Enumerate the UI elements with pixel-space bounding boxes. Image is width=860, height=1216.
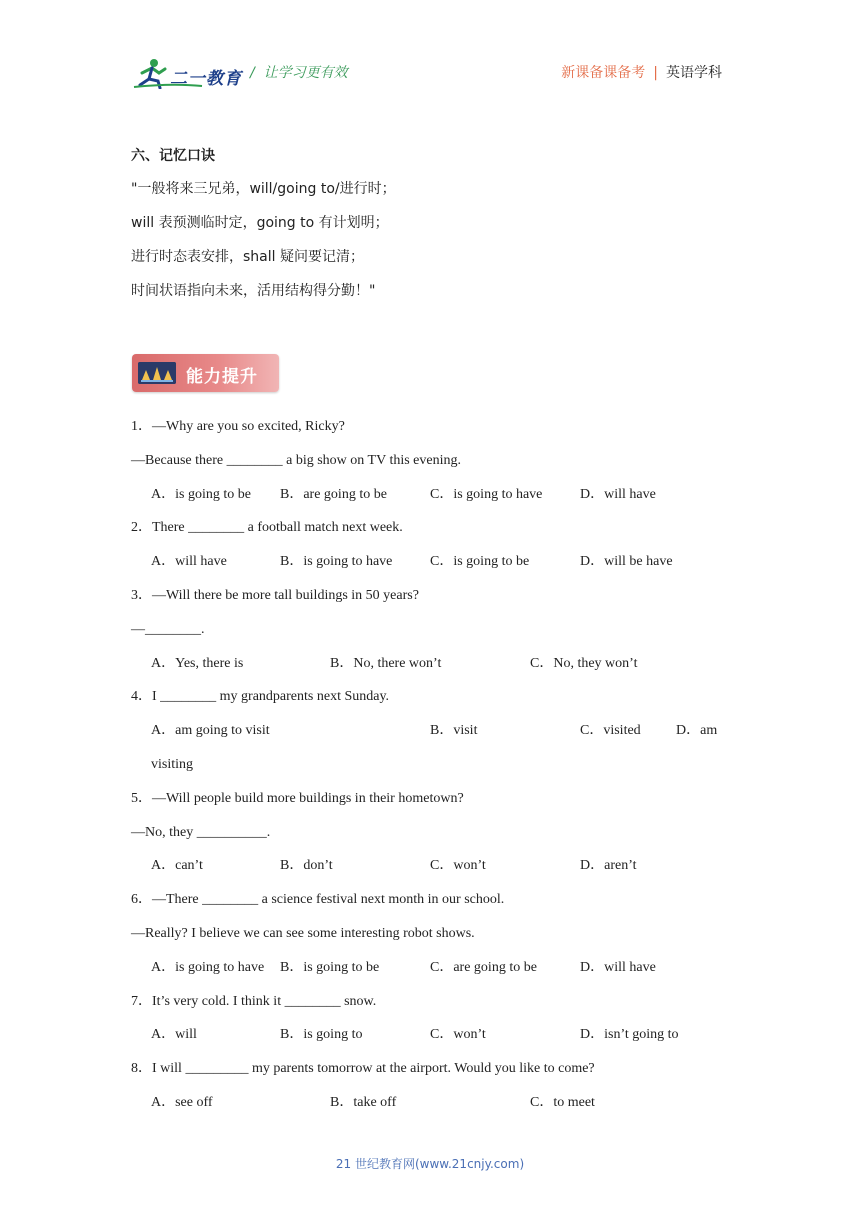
logo-text: 二一教育 <box>170 69 242 88</box>
question-stem: —No, they __________. <box>131 825 271 840</box>
option-a[interactable]: A．will <box>151 1027 197 1042</box>
section-title: 六、记忆口诀 <box>131 148 215 164</box>
slogan: / 让学习更有效 <box>250 65 348 81</box>
question-stem: 2．There ________ a football match next week. <box>131 520 403 535</box>
mnemonic-line: 进行时态表安排，shall 疑问要记清； <box>131 249 364 265</box>
question-stem: 8．I will _________ my parents tomorrow at the airport. Would you like to come? <box>131 1061 595 1076</box>
option-a[interactable]: A．am going to visit <box>151 723 270 738</box>
question-stem: 5．—Will people build more buildings in their hometown? <box>131 791 464 806</box>
option-b[interactable]: B．visit <box>430 723 478 738</box>
option-a[interactable]: A．is going to have <box>151 960 265 975</box>
option-a[interactable]: A．will have <box>151 554 227 569</box>
option-d[interactable]: D．aren’t <box>580 858 637 873</box>
question-stem: —Really? I believe we can see some interesting robot shows. <box>131 926 475 941</box>
header-separator: | <box>653 65 658 81</box>
option-d[interactable]: D．will have <box>580 960 656 975</box>
question-stem: 4．I ________ my grandparents next Sunday. <box>131 689 390 704</box>
option-b[interactable]: B．is going to <box>280 1027 363 1042</box>
mnemonic-line: 时间状语指向未来，活用结构得分勤！" <box>131 283 376 299</box>
option-b[interactable]: B．don’t <box>280 858 333 873</box>
option-b[interactable]: B．is going to have <box>280 554 393 569</box>
option-b[interactable]: B．take off <box>330 1095 397 1110</box>
option-c[interactable]: C．visited <box>580 723 641 738</box>
question-stem: 3．—Will there be more tall buildings in 50 years? <box>131 588 419 603</box>
question-stem: 1．—Why are you so excited, Ricky? <box>131 419 345 434</box>
header-primary: 新课备课备考 <box>561 65 646 81</box>
option-c[interactable]: C．is going to have <box>430 487 543 502</box>
option-a[interactable]: A．can’t <box>151 858 203 873</box>
option-a[interactable]: A．is going to be <box>151 487 251 502</box>
option-c[interactable]: C．is going to be <box>430 554 530 569</box>
mnemonic-line: "一般将来三兄弟，will/going to/进行时； <box>131 181 396 197</box>
mnemonic-line: will 表预测临时定，going to 有计划明； <box>131 215 389 231</box>
option-c[interactable]: C．won’t <box>430 1027 486 1042</box>
question-stem: 7．It’s very cold. I think it ________ snow. <box>131 994 377 1009</box>
question-stem: —Because there ________ a big show on TV this evening. <box>131 453 461 468</box>
option-b[interactable]: B．No, there won’t <box>330 656 442 671</box>
option-a[interactable]: A．see off <box>151 1095 213 1110</box>
building-icon <box>138 362 176 384</box>
option-d[interactable]: D．will have <box>580 487 656 502</box>
option-c[interactable]: C．No, they won’t <box>530 656 638 671</box>
question-stem: 6．—There ________ a science festival next month in our school. <box>131 892 505 907</box>
option-a[interactable]: A．Yes, there is <box>151 656 244 671</box>
header-right <box>561 62 722 82</box>
option-d[interactable]: D．will be have <box>580 554 673 569</box>
option-c[interactable]: C．to meet <box>530 1095 595 1110</box>
option-d-continued[interactable]: visiting <box>151 757 194 772</box>
question-stem: —________. <box>131 622 205 637</box>
banner-label: 能力提升 <box>186 367 258 387</box>
option-c[interactable]: C．are going to be <box>430 960 537 975</box>
page-header <box>0 0 860 110</box>
option-d[interactable]: D．isn’t going to <box>580 1027 679 1042</box>
page-footer: 21 世纪教育网(www.21cnjy.com) <box>335 1157 525 1171</box>
option-d[interactable]: D．am <box>676 723 718 738</box>
option-c[interactable]: C．won’t <box>430 858 486 873</box>
ability-banner <box>132 354 279 392</box>
header-subject: 英语学科 <box>666 65 722 81</box>
option-b[interactable]: B．is going to be <box>280 960 380 975</box>
option-b[interactable]: B．are going to be <box>280 487 387 502</box>
